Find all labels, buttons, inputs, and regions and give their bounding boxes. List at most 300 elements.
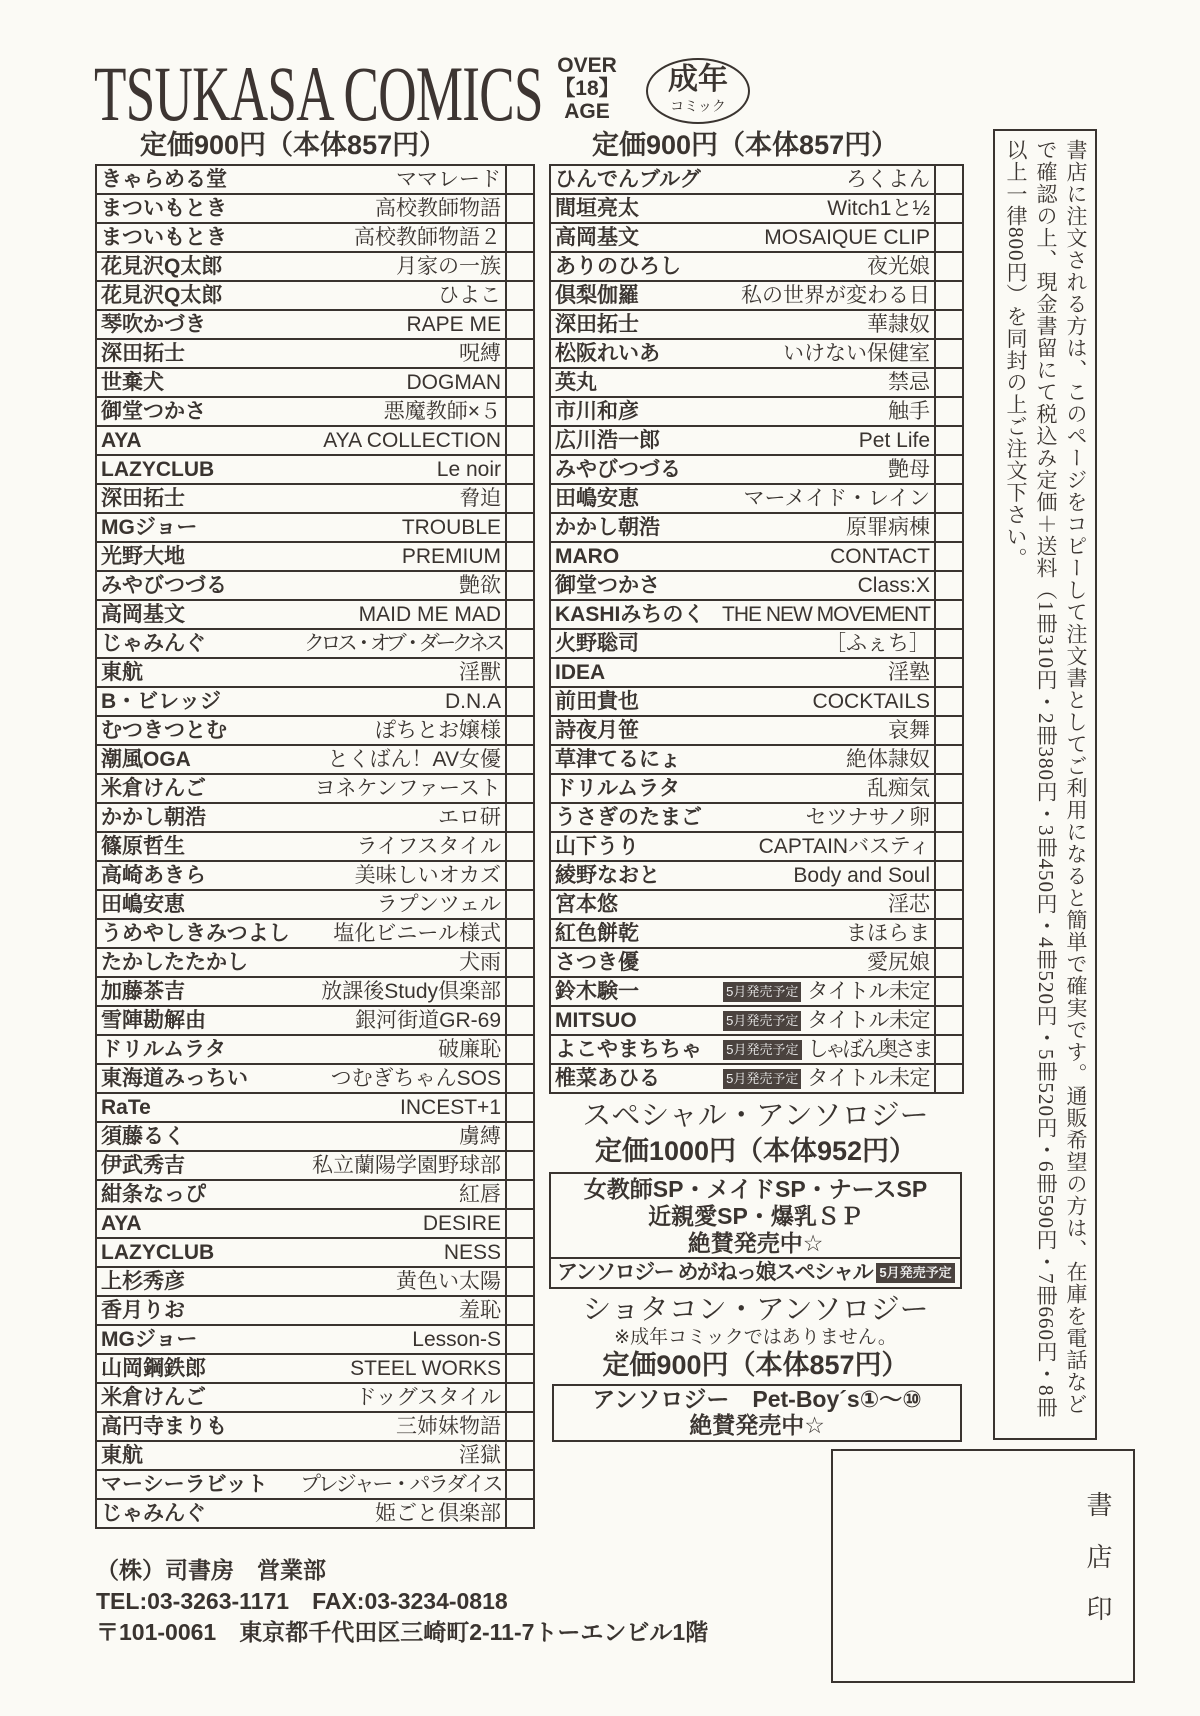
title-text: ろくよん [846,167,930,191]
stamp-label: 書店印 [1083,1491,1113,1647]
author-text: B・ビレッジ [101,689,221,713]
order-checkbox[interactable] [506,426,534,455]
author-name [550,281,718,310]
order-checkbox[interactable] [935,774,963,803]
author-name [96,1267,296,1296]
author-name [96,1354,296,1383]
author-text: 世棄犬 [101,370,164,394]
title-text: 姫ごと倶楽部 [375,1501,501,1525]
order-checkbox[interactable] [506,832,534,861]
author-name [96,1209,296,1238]
list-row [550,977,963,1006]
order-checkbox[interactable] [935,919,963,948]
book-title [296,1209,506,1238]
title-text: ［ふぇち］ [825,631,930,655]
book-title [296,803,506,832]
title-text: 銀河街道GR-69 [355,1008,501,1032]
author-text: まついもとき [101,225,227,249]
author-name [550,484,718,513]
author-text: ドリルムラタ [555,776,680,800]
author-text: みやびつづる [101,573,227,597]
book-title [296,368,506,397]
order-checkbox[interactable] [506,1093,534,1122]
book-title [296,832,506,861]
shota-price: 定価900円（本体857円） [602,1350,909,1380]
list-row [96,745,534,774]
book-title [718,571,935,600]
order-checkbox[interactable] [935,658,963,687]
order-checkbox[interactable] [506,716,534,745]
release-badge: 5月発売予定 [723,1040,801,1060]
order-checkbox[interactable] [506,1122,534,1151]
book-title [718,803,935,832]
order-checkbox[interactable] [506,658,534,687]
special-box [549,1172,962,1289]
title-text: Lesson-S [412,1327,501,1351]
title-text: 乱痴気 [867,776,930,800]
book-title [296,1354,506,1383]
order-checkbox[interactable] [506,629,534,658]
title-text: 月家の一族 [396,254,501,278]
title-text: MOSAIQUE CLIP [764,225,930,249]
author-text: 間垣亮太 [555,196,639,220]
author-text: 紅色餅乾 [555,921,639,945]
list-row [550,426,963,455]
order-checkbox[interactable] [506,455,534,484]
title-text: 淫獄 [459,1443,501,1467]
list-row [550,513,963,542]
title-text: 脅迫 [459,486,501,510]
author-text: よこやまちちゃ [555,1037,702,1061]
title-text: 高校教師物語 [375,196,501,220]
bookstore-stamp-box [831,1449,1135,1683]
list-row [96,600,534,629]
order-checkbox[interactable] [935,948,963,977]
title-text: いけない保健室 [783,341,930,365]
book-title [718,861,935,890]
book-title [296,1499,506,1528]
order-checkbox[interactable] [506,745,534,774]
author-name [96,223,296,252]
author-name [96,745,296,774]
list-row [550,890,963,919]
order-checkbox[interactable] [506,397,534,426]
list-row [96,542,534,571]
author-text: 火野聡司 [555,631,639,655]
book-title [296,223,506,252]
title-text: 私の世界が変わる日 [741,283,930,307]
list-row [550,571,963,600]
list-row [550,745,963,774]
author-text: みやびつづる [555,457,681,481]
book-title [296,600,506,629]
title-text: 淫塾 [888,660,930,684]
book-title [718,919,935,948]
order-checkbox[interactable] [506,861,534,890]
author-text: 鈴木験一 [555,979,639,1003]
book-title [296,1470,506,1499]
author-name [96,1499,296,1528]
order-checkbox[interactable] [935,687,963,716]
order-checkbox[interactable] [506,1412,534,1441]
list-row [96,426,534,455]
author-name [96,426,296,455]
title-text: タイトル未定 [807,1008,930,1032]
order-checkbox[interactable] [935,861,963,890]
author-name [550,194,718,223]
author-name [550,339,718,368]
order-checkbox[interactable] [935,832,963,861]
order-checkbox[interactable] [935,281,963,310]
title-text: 悪魔教師×５ [383,399,501,423]
author-name [96,1383,296,1412]
order-checkbox[interactable] [935,803,963,832]
order-checkbox[interactable] [506,368,534,397]
order-checkbox[interactable] [935,629,963,658]
book-title [296,1151,506,1180]
special-line: 絶賛発売中☆ [687,1230,824,1256]
title-text: つむぎちゃんSOS [330,1066,501,1090]
order-checkbox[interactable] [935,1035,963,1064]
book-title [718,455,935,484]
author-text: 潮風OGA [101,747,191,771]
order-checkbox[interactable] [506,687,534,716]
order-checkbox[interactable] [935,165,963,194]
author-text: ひんでんブルグ [555,167,701,191]
author-name [96,310,296,339]
order-checkbox[interactable] [506,774,534,803]
order-checkbox[interactable] [506,1325,534,1354]
book-title [296,948,506,977]
list-row [550,832,963,861]
title-text: 三姉妹物語 [396,1414,501,1438]
book-title [296,1064,506,1093]
book-title [296,1180,506,1209]
list-row [96,716,534,745]
list-row [96,281,534,310]
order-checkbox[interactable] [935,977,963,1006]
book-title [718,948,935,977]
list-row [550,1006,963,1035]
author-text: 綾野なおと [555,863,660,887]
book-title [718,339,935,368]
order-checkbox[interactable] [506,484,534,513]
order-checkbox[interactable] [935,223,963,252]
author-name [96,687,296,716]
shota-heading: ショタコン・アンソロジー [582,1294,929,1326]
list-row [550,194,963,223]
title-text: 原罪病棟 [846,515,930,539]
order-checkbox[interactable] [506,803,534,832]
order-checkbox[interactable] [506,919,534,948]
author-name [96,513,296,542]
list-row [96,1006,534,1035]
order-checkbox[interactable] [506,223,534,252]
list-row [550,658,963,687]
title-text: 破廉恥 [438,1037,501,1061]
order-checkbox[interactable] [506,600,534,629]
list-row [96,890,534,919]
author-name [96,803,296,832]
author-name [96,1151,296,1180]
list-row [96,1325,534,1354]
author-text: 香月りお [101,1298,185,1322]
author-text: 市川和彦 [555,399,639,423]
author-name [96,165,296,194]
title-text: 淫獸 [459,660,501,684]
order-checkbox[interactable] [506,194,534,223]
list-row [96,1499,534,1528]
order-checkbox[interactable] [506,1209,534,1238]
list-row [96,1267,534,1296]
author-text: 高岡基文 [101,602,185,626]
order-checkbox[interactable] [506,1296,534,1325]
title-text: セツナサノ卵 [805,805,930,829]
order-checkbox[interactable] [506,542,534,571]
list-row [550,455,963,484]
order-checkbox[interactable] [506,1151,534,1180]
order-checkbox[interactable] [935,600,963,629]
order-checkbox[interactable] [935,339,963,368]
author-text: うさぎのたまご [555,805,702,829]
order-checkbox[interactable] [506,1064,534,1093]
author-name [96,484,296,513]
title-text: エロ研 [438,805,501,829]
order-checkbox[interactable] [506,310,534,339]
book-title [296,977,506,1006]
order-checkbox[interactable] [935,542,963,571]
order-checkbox[interactable] [506,1180,534,1209]
order-checkbox[interactable] [506,165,534,194]
title-text: 淫芯 [888,892,930,916]
book-title [296,687,506,716]
order-checkbox[interactable] [935,890,963,919]
order-checkbox[interactable] [935,397,963,426]
title-text: 私立蘭陽学園野球部 [312,1153,501,1177]
author-name [96,948,296,977]
author-name [550,542,718,571]
author-name [96,368,296,397]
author-text: MGジョー [101,1327,198,1351]
title-text: 放課後Study倶楽部 [321,979,501,1003]
title-text: 触手 [888,399,930,423]
book-title [296,919,506,948]
book-title [296,1383,506,1412]
seal-main: 成年 [668,63,728,96]
title-text: 美味しいオカズ [354,863,501,887]
book-title [296,513,506,542]
order-checkbox[interactable] [935,1006,963,1035]
order-checkbox[interactable] [506,948,534,977]
order-checkbox[interactable] [506,1006,534,1035]
list-row [96,1180,534,1209]
author-text: MITSUO [555,1008,637,1032]
order-checkbox[interactable] [506,1499,534,1528]
author-text: 椎菜あひる [555,1066,660,1090]
author-name [96,1412,296,1441]
book-title [718,484,935,513]
footer-company: （株）司書房 営業部 [96,1557,326,1583]
title-text: 艶欲 [459,573,501,597]
list-row [550,629,963,658]
author-name [550,658,718,687]
book-title [718,542,935,571]
list-row [96,1093,534,1122]
author-name [96,1006,296,1035]
book-title [718,716,935,745]
author-text: 御堂つかさ [101,399,206,423]
seal-sub: コミック [670,98,726,114]
list-row [96,1354,534,1383]
left-price: 定価900円（本体857円） [140,130,447,160]
order-checkbox[interactable] [935,484,963,513]
order-checkbox[interactable] [506,1383,534,1412]
release-badge: 5月発売予定 [723,982,801,1002]
author-text: 高岡基文 [555,225,639,249]
special-price: 定価1000円（本体952円） [594,1136,917,1166]
right-order-list [549,164,964,1094]
title-text: しゃぼん奥さま [807,1037,930,1061]
list-row [96,1209,534,1238]
author-text: 須藤るく [101,1124,185,1148]
book-title [296,1122,506,1151]
order-checkbox[interactable] [935,745,963,774]
author-name [550,426,718,455]
author-name [550,774,718,803]
order-checkbox[interactable] [935,455,963,484]
author-name [550,571,718,600]
author-name [96,397,296,426]
book-title [296,455,506,484]
title-text: 絶体隷奴 [846,747,930,771]
book-title [296,310,506,339]
list-row [96,774,534,803]
order-checkbox[interactable] [506,1035,534,1064]
author-text: 山下うり [555,834,639,858]
list-row [96,165,534,194]
author-text: 深田拓士 [101,486,185,510]
author-text: 深田拓士 [555,312,639,336]
book-title [718,745,935,774]
order-checkbox[interactable] [506,252,534,281]
title-text: Le noir [436,457,501,481]
special-line: 近親愛SP・爆乳ＳＰ [648,1203,863,1229]
order-checkbox[interactable] [506,513,534,542]
footer-address: 〒101-0061 東京都千代田区三崎町2-11-7トーエンビル1階 [96,1619,709,1645]
author-name [550,948,718,977]
order-checkbox[interactable] [506,339,534,368]
shota-line: アンソロジー Pet-Boy´s①〜⑩ [592,1386,922,1412]
order-checkbox[interactable] [506,977,534,1006]
list-row [96,252,534,281]
order-checkbox[interactable] [935,252,963,281]
order-checkbox[interactable] [935,194,963,223]
author-name [96,542,296,571]
list-row [550,919,963,948]
author-text: LAZYCLUB [101,457,215,481]
list-row [550,861,963,890]
title-text: ヨネケンファースト [314,776,501,800]
order-checkbox[interactable] [506,1267,534,1296]
order-checkbox[interactable] [935,716,963,745]
order-checkbox[interactable] [935,571,963,600]
list-row [96,1296,534,1325]
title-text: クロス・オブ・ダークネス [303,631,501,655]
order-checkbox[interactable] [506,281,534,310]
order-checkbox[interactable] [935,513,963,542]
book-title [296,658,506,687]
list-row [96,1035,534,1064]
title-text: タイトル未定 [807,979,930,1003]
author-text: 草津てるにょ [555,747,681,771]
title-text: 虜縛 [459,1124,501,1148]
list-row [96,948,534,977]
order-checkbox[interactable] [506,1470,534,1499]
author-name [96,1325,296,1354]
author-name [550,919,718,948]
order-checkbox[interactable] [935,1064,963,1093]
list-row [96,861,534,890]
order-checkbox[interactable] [506,1354,534,1383]
age-age: AGE [564,100,610,123]
author-text: IDEA [555,660,606,684]
list-row [96,1122,534,1151]
list-row [550,687,963,716]
order-notice: 書店に注文される方は、このページをコピーして注文書としてご利用になると簡単で確実です。通販希望の方は、在庫を電話などで確認の上、現金書留にて税込み定価＋送料（1冊310円・2冊380円・3冊450円・4冊520円・5冊520円・6冊590円・7冊660円・8冊以上一律800円）を同封の上ご注文下さい。 [993,129,1097,1440]
shota-box [552,1384,962,1442]
author-text: 高崎あきら [101,863,206,887]
book-title [296,1412,506,1441]
book-title [296,716,506,745]
author-text: 田嶋安恵 [101,892,185,916]
order-checkbox[interactable] [506,1238,534,1267]
book-title [718,194,935,223]
author-text: RaTe [101,1095,151,1119]
order-checkbox[interactable] [935,368,963,397]
order-checkbox[interactable] [506,571,534,600]
author-name [550,890,718,919]
book-title [718,629,935,658]
title-text: 哀舞 [888,718,930,742]
title-text: まほらま [846,921,930,945]
author-text: 光野大地 [101,544,185,568]
author-text: 英丸 [555,370,597,394]
title-text: COCKTAILS [812,689,930,713]
title-text: NESS [443,1240,501,1264]
title-text: AYA COLLECTION [323,428,501,452]
list-row [96,1470,534,1499]
list-row [550,223,963,252]
title-text: ひよこ [438,283,501,307]
book-title [296,165,506,194]
list-row [96,1412,534,1441]
author-name [550,745,718,774]
order-checkbox[interactable] [935,310,963,339]
order-checkbox[interactable] [935,426,963,455]
list-row [550,600,963,629]
list-row [96,310,534,339]
list-row [96,687,534,716]
age-18: 【18】 [554,77,620,100]
order-checkbox[interactable] [506,1441,534,1470]
title-text: プレジャー・パラダイス [300,1472,501,1496]
list-row [96,455,534,484]
title-text: 禁忌 [888,370,930,394]
order-checkbox[interactable] [506,890,534,919]
author-name [550,832,718,861]
title-text: 紅唇 [459,1182,501,1206]
book-title [296,1238,506,1267]
